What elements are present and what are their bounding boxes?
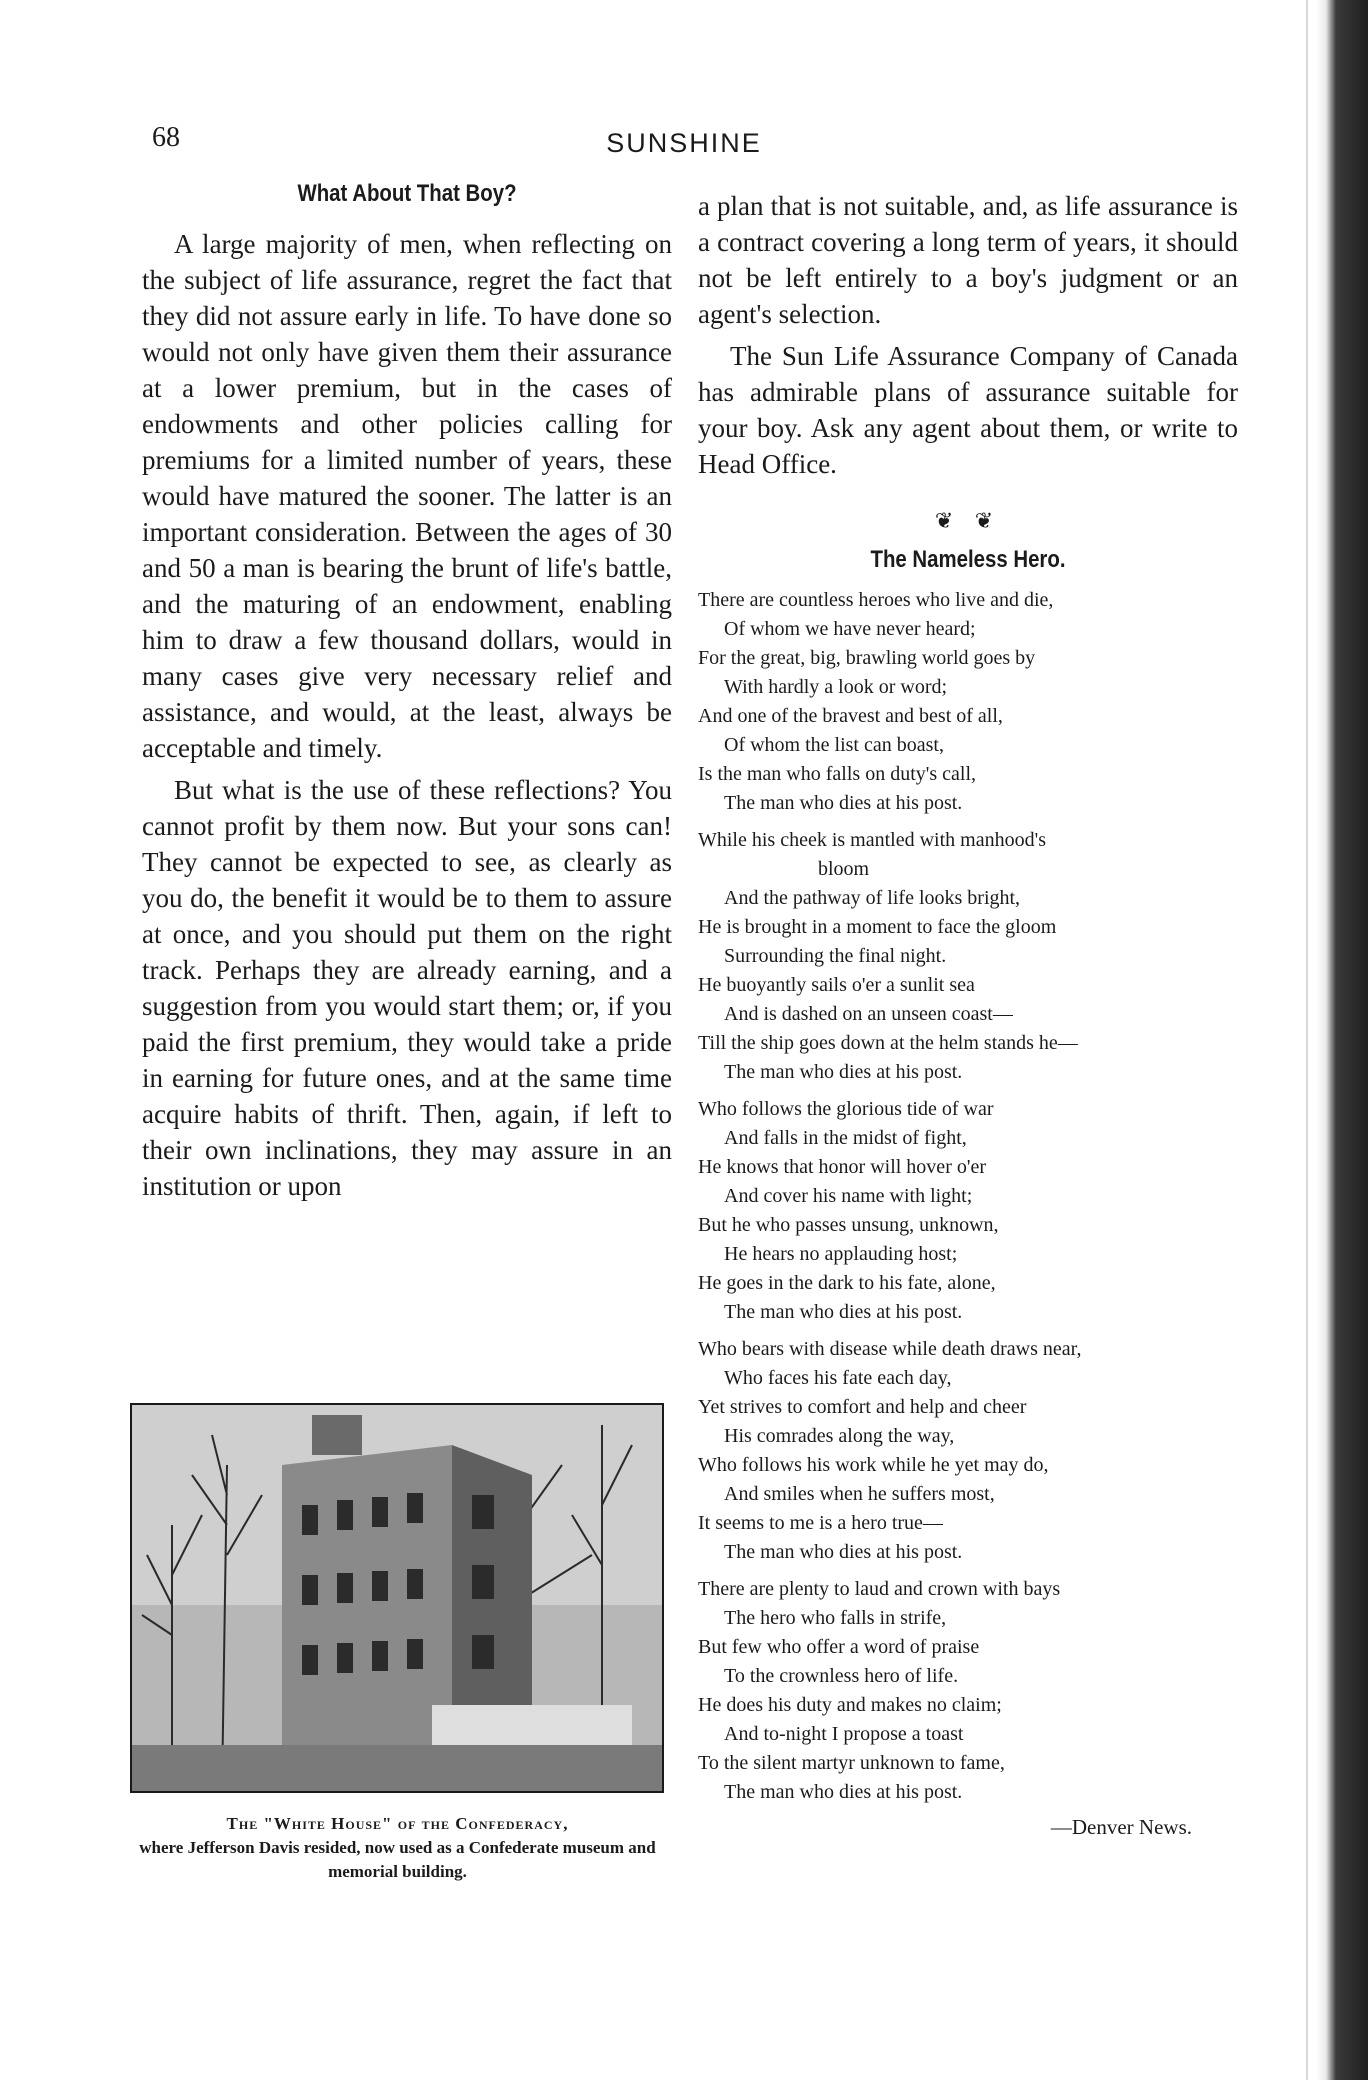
page-binding-edge: [1316, 0, 1368, 2080]
poem-line: And one of the bravest and best of all,: [698, 705, 1003, 727]
ornament-divider: ❦ ❦: [934, 508, 1002, 533]
article-paragraph: The Sun Life Assurance Company of Canada has admirable plans of assurance suitable for your boy. Ask any agent about them, or write to Head Office.: [698, 341, 1238, 479]
poem-line: To the crownless hero of life.: [724, 1665, 959, 1687]
article-title: What About That Boy?: [297, 180, 517, 207]
poem-line: And cover his name with light;: [724, 1185, 973, 1207]
poem-line: The man who dies at his post.: [724, 1541, 963, 1563]
poem-stanza: [698, 826, 1238, 1087]
page-number: 68: [152, 122, 180, 153]
poem-line: His comrades along the way,: [724, 1425, 955, 1447]
caption-text: where Jefferson Davis resided, now used as a Confederate museum and memorial building.: [139, 1838, 656, 1881]
poem-line: The man who dies at his post.: [724, 1781, 963, 1803]
right-column: [698, 188, 1238, 1840]
poem-attribution: —Denver News.: [1050, 1815, 1192, 1839]
poem-line: But few who offer a word of praise: [698, 1636, 980, 1658]
poem-line: Is the man who falls on duty's call,: [698, 763, 976, 785]
article-paragraph: But what is the use of these reflections? You cannot profit by them now. But your sons can! They cannot be expected to see, as clearly as you do, the benefit it would be to them to assure at once, and you should put them on the right track. Perhaps they are already earning, and a suggestion from you would start them; or, if you paid the first premium, they would take a pride in earning for future ones, and at the same time acquire habits of thrift. Then, again, if left to their own inclinations, they may assure in an institution or upon: [142, 775, 672, 1201]
poem-line: Of whom we have never heard;: [724, 618, 976, 640]
poem-line: And is dashed on an unseen coast—: [724, 1003, 1013, 1025]
poem-line: Of whom the list can boast,: [724, 734, 944, 756]
poem-line: He knows that honor will hover o'er: [698, 1156, 986, 1178]
poem-body: [698, 586, 1238, 1807]
page-gutter-line: [1306, 0, 1308, 2080]
article-paragraph: a plan that is not suitable, and, as life assurance is a contract covering a long term of years, it should not be left entirely to a boy's judgment or an agent's selection.: [698, 191, 1238, 329]
article-paragraph: A large majority of men, when reflecting on the subject of life assurance, regret the fact that they did not assure early in life. To have done so would not only have given them their assurance at a lower premium, but in the cases of endowments and other policies calling for premiums for a limited number of years, these would have matured the sooner. The latter is an important consideration. Between the ages of 30 and 50 a man is bearing the brunt of life's battle, and the maturing of an endowment, enabling him to draw a few thousand dollars, would in many cases give very necessary relief and assistance, and would, at the least, always be acceptable and timely.: [142, 229, 672, 763]
poem-line: And smiles when he suffers most,: [724, 1483, 995, 1505]
poem-line: While his cheek is mantled with manhood's: [698, 829, 1046, 851]
article-body-left: [142, 226, 672, 1204]
poem-line: For the great, big, brawling world goes by: [698, 647, 1036, 669]
poem-line: Yet strives to comfort and help and cheer: [698, 1396, 1027, 1418]
poem-line: It seems to me is a hero true—: [698, 1512, 943, 1534]
poem-line: The man who dies at his post.: [724, 1061, 963, 1083]
poem-line: There are plenty to laud and crown with bays: [698, 1578, 1061, 1600]
white-house-photo: [130, 1403, 664, 1793]
poem-line: Who bears with disease while death draws near,: [698, 1338, 1082, 1360]
poem-line: But he who passes unsung, unknown,: [698, 1214, 999, 1236]
caption-heading: The "White House" of the Confederacy,: [226, 1814, 569, 1833]
article-body-right: [698, 188, 1238, 482]
poem-line: Who faces his fate each day,: [724, 1367, 952, 1389]
poem-line: He goes in the dark to his fate, alone,: [698, 1272, 996, 1294]
poem-stanza: [698, 1575, 1238, 1807]
poem-line: There are countless heroes who live and die,: [698, 589, 1054, 611]
poem-line: The man who dies at his post.: [724, 1301, 963, 1323]
poem-stanza: [698, 1095, 1238, 1327]
poem-line: bloom: [818, 858, 870, 880]
poem-line: And the pathway of life looks bright,: [724, 887, 1021, 909]
poem-line: And to-night I propose a toast: [724, 1723, 964, 1745]
poem-line: Surrounding the final night.: [724, 945, 947, 967]
poem-line: Till the ship goes down at the helm stands he—: [698, 1032, 1078, 1054]
building-illustration: [132, 1405, 662, 1791]
left-column: [142, 180, 672, 1204]
poem-line: To the silent martyr unknown to fame,: [698, 1752, 1005, 1774]
poem-line: Who follows his work while he yet may do,: [698, 1454, 1049, 1476]
poem-line: And falls in the midst of fight,: [724, 1127, 967, 1149]
poem-line: He does his duty and makes no claim;: [698, 1694, 1002, 1716]
poem-stanza: [698, 586, 1238, 818]
photo-caption: [120, 1812, 675, 1884]
poem-line: He is brought in a moment to face the gloom: [698, 916, 1057, 938]
running-title: SUNSHINE: [606, 128, 762, 158]
poem-line: With hardly a look or word;: [724, 676, 948, 698]
poem-stanza: [698, 1335, 1238, 1567]
poem-title: The Nameless Hero.: [870, 546, 1066, 573]
poem-line: Who follows the glorious tide of war: [698, 1098, 994, 1120]
poem-line: He hears no applauding host;: [724, 1243, 958, 1265]
poem-line: The man who dies at his post.: [724, 792, 963, 814]
poem-line: The hero who falls in strife,: [724, 1607, 947, 1629]
poem-line: He buoyantly sails o'er a sunlit sea: [698, 974, 975, 996]
